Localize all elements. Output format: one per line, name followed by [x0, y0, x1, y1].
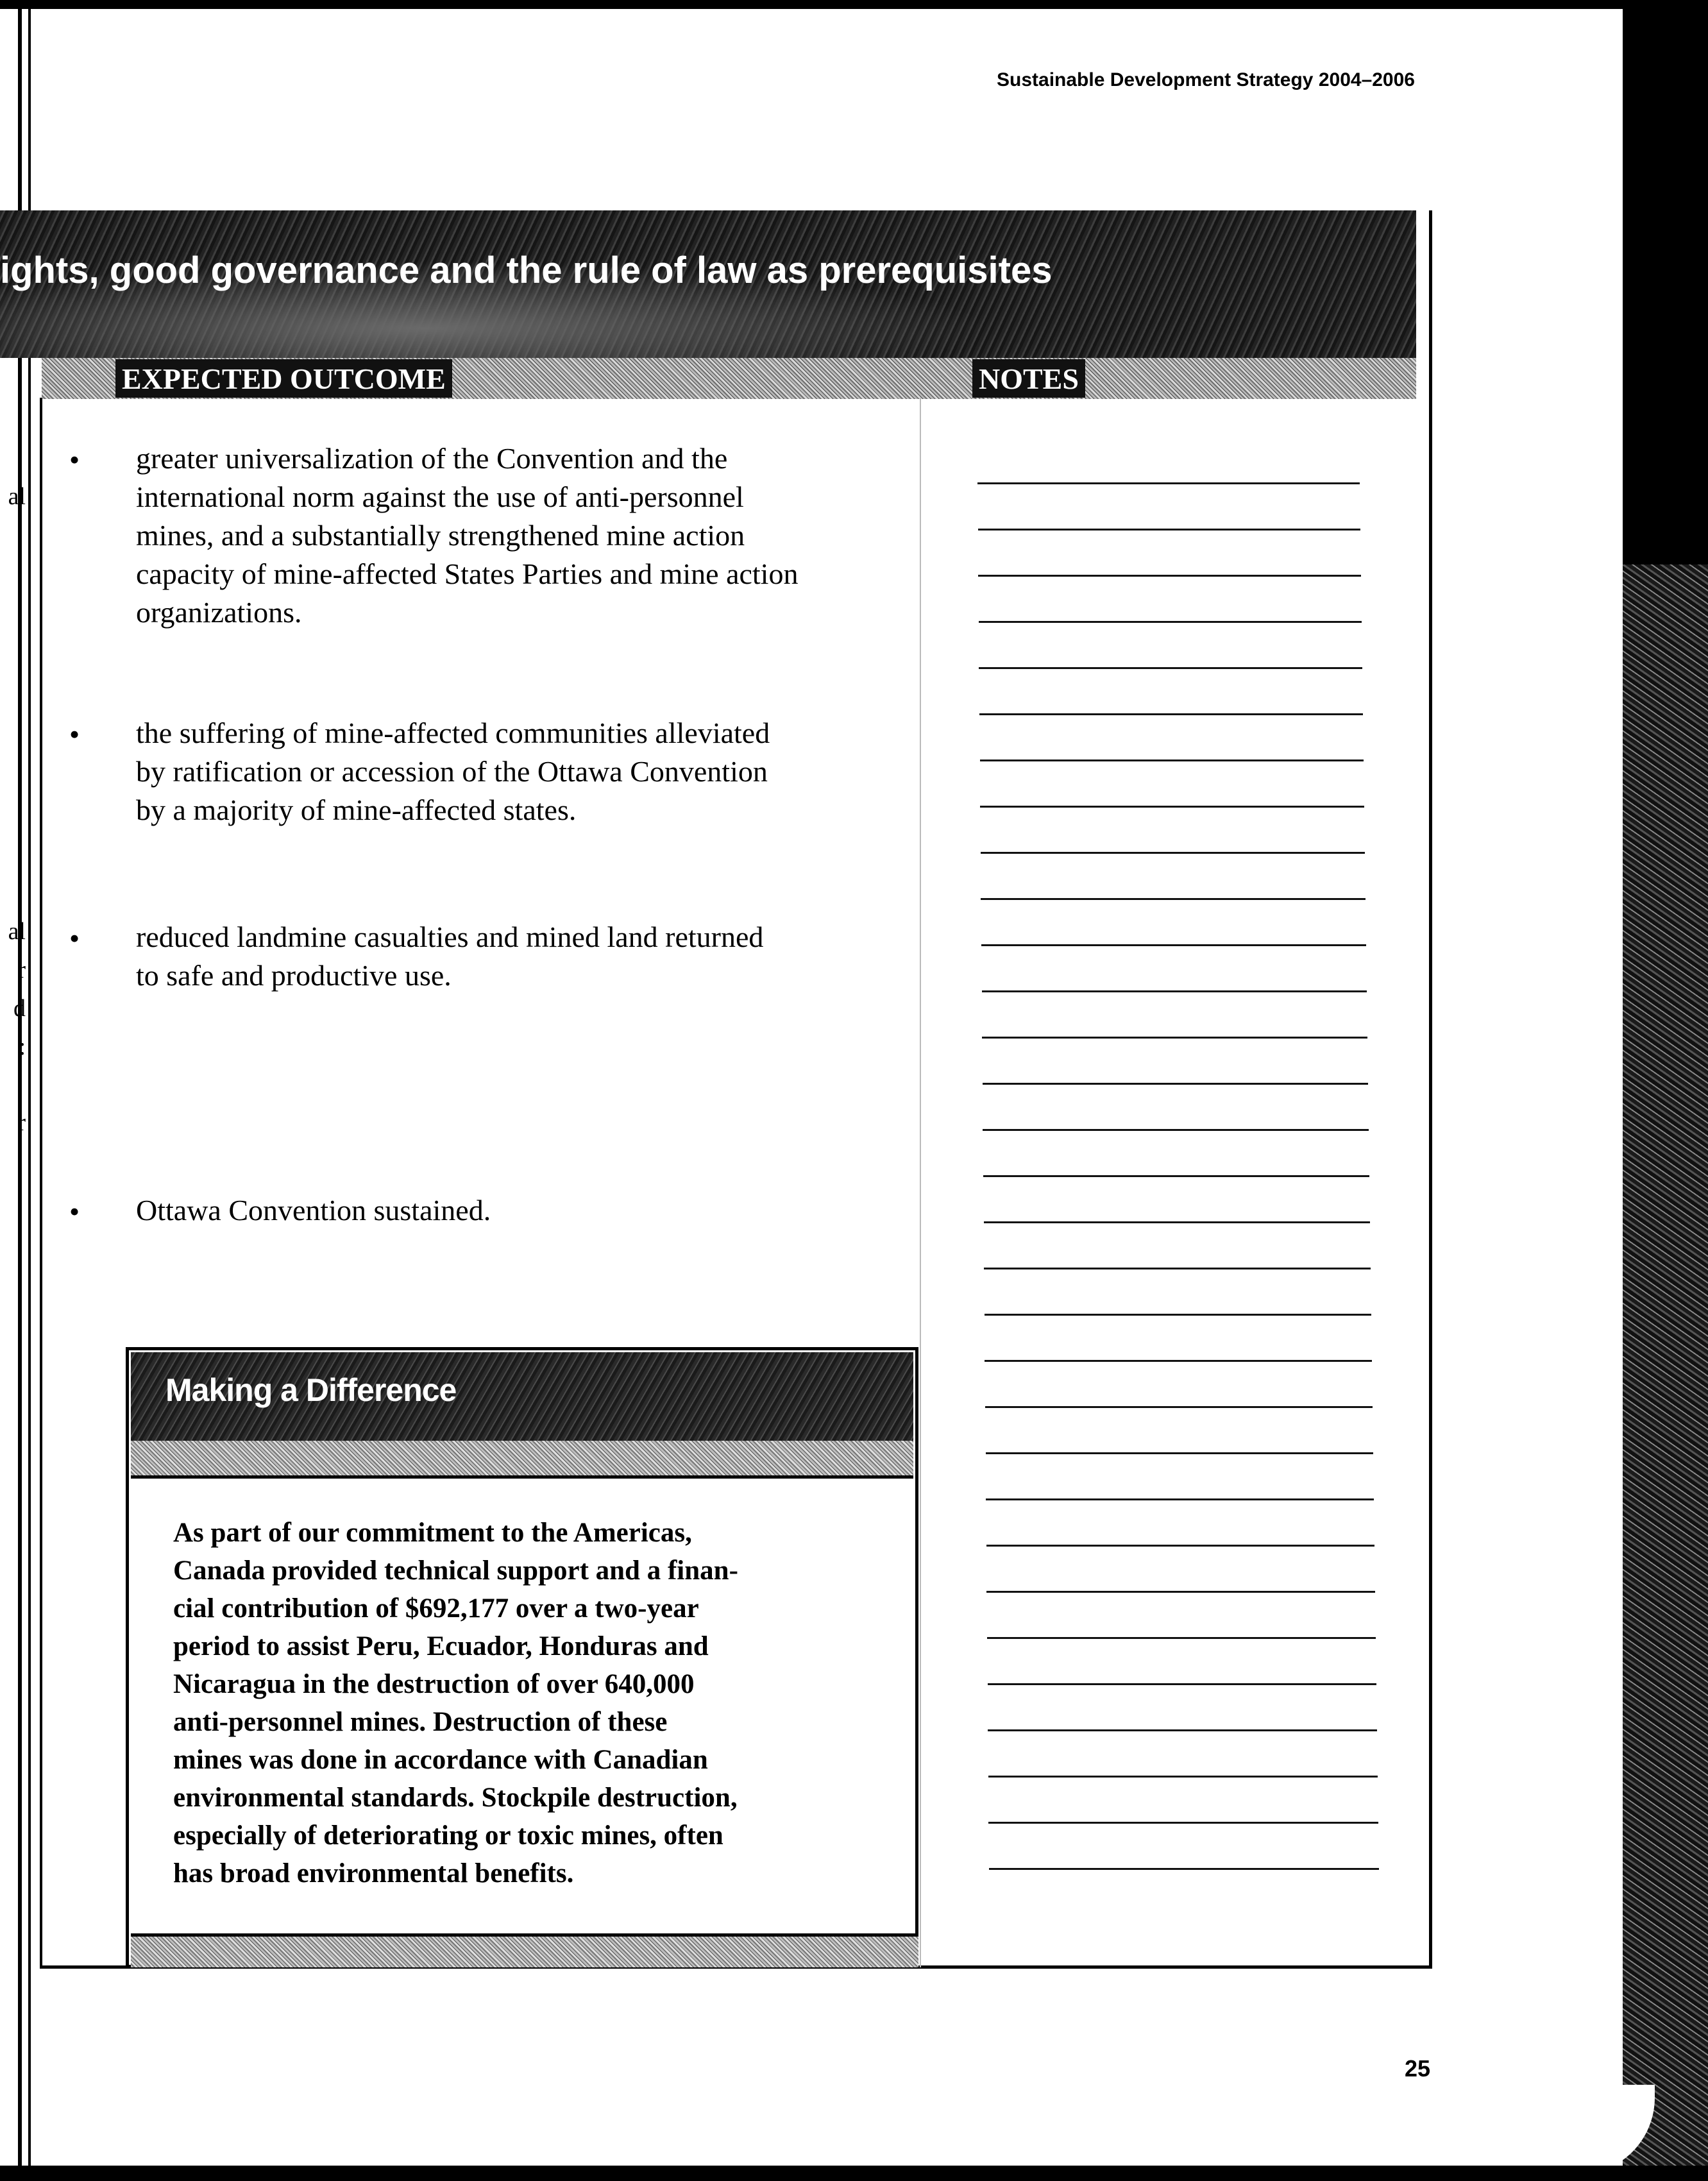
note-line — [988, 1683, 1376, 1685]
note-line — [984, 1221, 1370, 1223]
outcome-item — [136, 714, 893, 829]
note-line — [982, 990, 1367, 992]
bullet: • — [69, 922, 80, 955]
outcome-line: capacity of mine-affected States Parties and mine action — [136, 557, 799, 590]
text-line: environmental standards. Stockpile destruction, — [173, 1783, 738, 1813]
note-line — [979, 667, 1362, 669]
note-line — [984, 1268, 1371, 1269]
note-line — [989, 1868, 1379, 1870]
text-line: especially of deteriorating or toxic mines, often — [173, 1820, 723, 1851]
outcome-item — [136, 439, 893, 632]
outcome-line: organizations. — [136, 596, 302, 629]
text-line: anti-personnel mines. Destruction of these — [173, 1707, 668, 1737]
column-divider — [920, 398, 921, 1967]
note-line — [985, 1314, 1371, 1316]
making-a-difference-band — [131, 1441, 913, 1479]
outcome-line: the suffering of mine-affected communities alleviated — [136, 717, 770, 749]
note-line — [988, 1776, 1378, 1778]
margin-fragment: : — [19, 1033, 26, 1060]
scan-right-edge-dark — [1623, 0, 1708, 564]
note-line — [982, 1037, 1367, 1039]
margin-fragment: r — [17, 1109, 26, 1136]
note-line — [981, 852, 1365, 854]
outcome-line: international norm against the use of anti-personnel — [136, 480, 744, 513]
outcome-item — [136, 918, 893, 995]
page-number: 25 — [1404, 2055, 1430, 2082]
note-line — [981, 944, 1366, 946]
outcome-line: mines, and a substantially strengthened mine action — [136, 519, 745, 552]
margin-fragment: r — [17, 956, 26, 983]
frame-left-border — [40, 398, 42, 1967]
note-line — [986, 1591, 1375, 1593]
note-line — [988, 1729, 1377, 1731]
bullet: • — [69, 443, 80, 476]
text-line: period to assist Peru, Ecuador, Honduras and — [173, 1631, 709, 1661]
making-a-difference-footer-band — [131, 1933, 918, 1967]
outcome-item — [136, 1191, 893, 1230]
outcome-line: by ratification or accession of the Ottawa Convention — [136, 755, 768, 788]
bullet: • — [69, 718, 80, 751]
text-line: Nicaragua in the destruction of over 640,000 — [173, 1669, 695, 1699]
notes-heading: NOTES — [972, 359, 1085, 398]
outcome-line: to safe and productive use. — [136, 959, 452, 992]
note-line — [981, 898, 1366, 900]
note-line — [983, 1175, 1369, 1177]
outcome-line: greater universalization of the Convention and the — [136, 442, 728, 475]
note-line — [979, 621, 1362, 623]
note-line — [980, 806, 1364, 808]
margin-fragment: al — [8, 483, 26, 510]
margin-fragment: al — [8, 918, 26, 945]
note-line — [980, 760, 1364, 761]
note-line — [977, 482, 1360, 484]
note-line — [985, 1360, 1372, 1362]
frame-right-border — [1429, 210, 1432, 1967]
scan-bottom-edge — [0, 2166, 1708, 2181]
note-line — [988, 1822, 1378, 1824]
making-a-difference-text — [173, 1514, 879, 1892]
text-line: cial contribution of $692,177 over a two-year — [173, 1593, 699, 1624]
outcome-line: Ottawa Convention sustained. — [136, 1194, 491, 1226]
note-line — [983, 1129, 1369, 1131]
outcome-line: by a majority of mine-affected states. — [136, 793, 577, 826]
note-line — [978, 575, 1361, 577]
text-line: Canada provided technical support and a finan- — [173, 1556, 738, 1586]
note-line — [987, 1637, 1376, 1639]
note-line — [983, 1083, 1368, 1085]
scan-top-edge — [0, 0, 1708, 9]
note-line — [986, 1498, 1374, 1500]
bullet: • — [69, 1195, 80, 1228]
text-line: As part of our commitment to the Americas, — [173, 1518, 692, 1548]
margin-fragment: d — [13, 995, 26, 1022]
note-line — [986, 1545, 1374, 1547]
note-line — [986, 1452, 1373, 1454]
note-line — [979, 713, 1363, 715]
section-title: ights, good governance and the rule of law as prerequisites — [0, 250, 1053, 291]
note-line — [985, 1406, 1373, 1408]
expected-outcome-heading: EXPECTED OUTCOME — [115, 359, 452, 398]
note-line — [978, 529, 1360, 530]
outcome-line: reduced landmine casualties and mined land returned — [136, 921, 764, 953]
running-header: Sustainable Development Strategy 2004–2006 — [997, 69, 1415, 90]
text-line: has broad environmental benefits. — [173, 1858, 574, 1888]
text-line: mines was done in accordance with Canadian — [173, 1745, 708, 1775]
making-a-difference-title: Making a Difference — [165, 1372, 457, 1408]
